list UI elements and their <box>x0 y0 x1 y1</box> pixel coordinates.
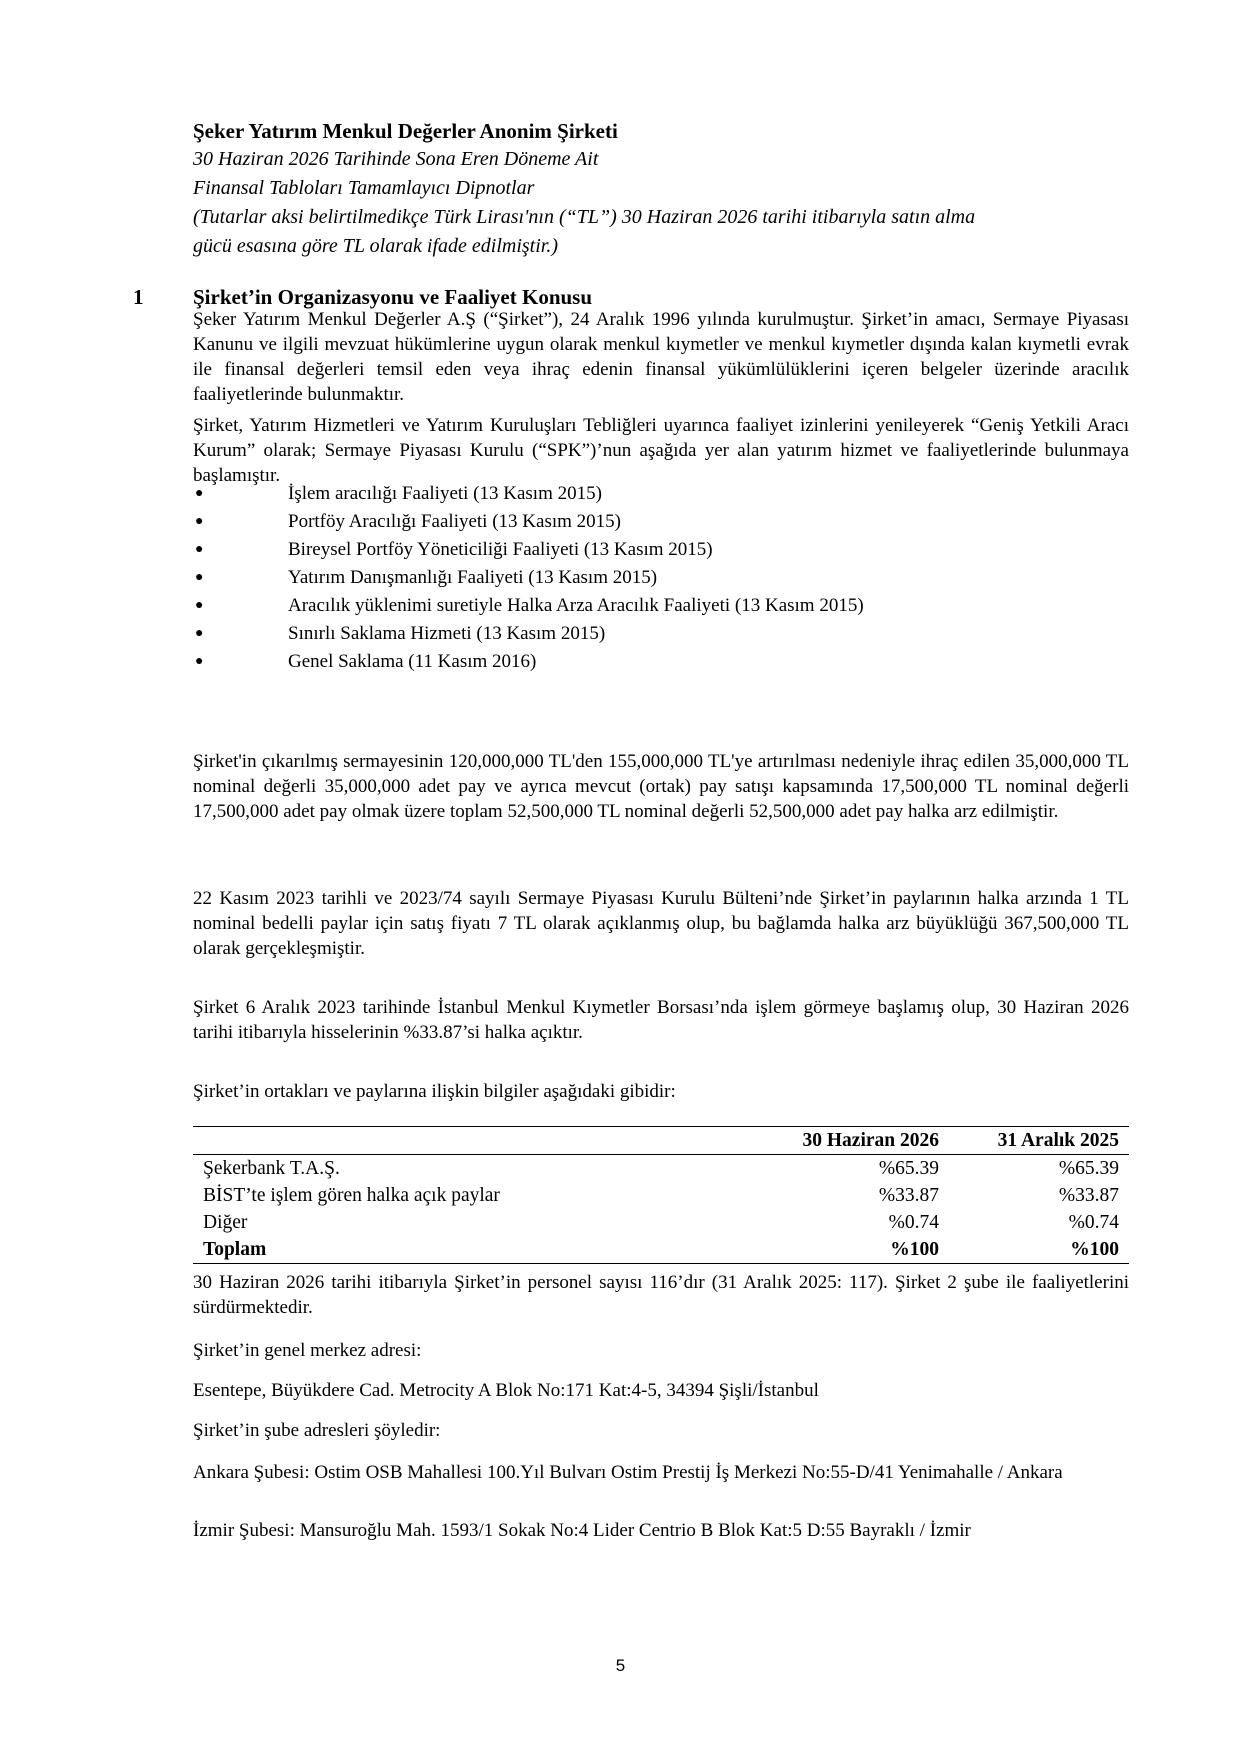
header-line-4: gücü esasına göre TL olarak ifade edilmiştir.) <box>193 235 558 257</box>
section-number: 1 <box>133 285 144 309</box>
table-row <box>193 1155 1129 1183</box>
bullet-icon: ● <box>195 570 204 585</box>
list-item: ● Bireysel Portföy Yöneticiliği Faaliyeti (13 Kasım 2015) <box>193 536 1129 564</box>
list-item: ● İşlem aracılığı Faaliyeti (13 Kasım 2015) <box>193 480 1129 508</box>
column-header-2025: 31 Aralık 2025 <box>949 1127 1129 1155</box>
share-2025: %0.74 <box>1068 1212 1119 1233</box>
document-header <box>193 118 1143 261</box>
header-line-1: 30 Haziran 2026 Tarihinde Sona Eren Döneme Ait <box>193 148 599 170</box>
bullet-icon: ● <box>195 542 204 557</box>
share-2025: %33.87 <box>1058 1185 1119 1206</box>
list-item: ● Genel Saklama (11 Kasım 2016) <box>193 648 1129 676</box>
table-header-empty <box>193 1127 759 1155</box>
list-item: ● Portföy Aracılığı Faaliyeti (13 Kasım 2015) <box>193 508 1129 536</box>
paragraph-shareholders-intro: Şirket’in ortakları ve paylarına ilişkin bilgiler aşağıdaki gibidir: <box>193 1081 676 1102</box>
total-label: Toplam <box>193 1236 759 1264</box>
paragraph-ipo-price: 22 Kasım 2023 tarihli ve 2023/74 sayılı Sermaye Piyasası Kurulu Bülteni’nde Şirket’in paylarının halka arzında 1 TL nominal bedelli paylar için satış fiyatı 7 TL olarak açıklanmış olup, bu bağlamda halka arz büyüklüğü 367,500,000 TL olarak gerçekleşmiştir. <box>193 888 1129 959</box>
total-2025: %100 <box>949 1236 1129 1264</box>
share-2026: %65.39 <box>878 1158 939 1179</box>
bullet-icon: ● <box>195 626 204 641</box>
table-header-row <box>193 1127 1129 1155</box>
shareholder-name: Diğer <box>203 1212 248 1233</box>
bullet-icon: ● <box>195 514 204 529</box>
header-line-3: (Tutarlar aksi belirtilmedikçe Türk Lirası'nın (“TL”) 30 Haziran 2026 tarihi itibarıyla satın alma <box>193 206 976 228</box>
activity-list <box>193 480 1129 676</box>
paragraph-company-purpose: Şeker Yatırım Menkul Değerler A.Ş (“Şirket”), 24 Aralık 1996 yılında kurulmuştur. Şirket’in amacı, Sermaye Piyasası Kanunu ve ilgili mevzuat hükümlerine uygun olarak menkul kıymetler ve menkul kıymetler dışında kalan kıymetli evrak ile finansal değerleri temsil eden veya ihraç edenin finansal yükümlülüklerini içeren belgeler üzerinde aracılık faaliyetlerinde bulunmaktır. <box>193 309 1129 405</box>
shareholder-name: BİST’te işlem gören halka açık paylar <box>203 1185 500 1206</box>
paragraph-licenses: Şirket, Yatırım Hizmetleri ve Yatırım Kuruluşları Tebliğleri uyarınca faaliyet izinlerini yenileyerek “Geniş Yetkili Aracı Kurum” olarak; Sermaye Piyasası Kurulu (“SPK”)’nun aşağıda yer alan yatırım hizmet ve faaliyetlerinde bulunmaya başlamıştır. <box>193 415 1129 486</box>
table-row <box>193 1209 1129 1236</box>
paragraph-izmir-branch: İzmir Şubesi: Mansuroğlu Mah. 1593/1 Sokak No:4 Lider Centrio B Blok Kat:5 D:55 Bayraklı / İzmir <box>193 1520 971 1541</box>
header-line-2: Finansal Tabloları Tamamlayıcı Dipnotlar <box>193 177 535 199</box>
shareholders-table <box>193 1126 1129 1264</box>
list-item: ● Aracılık yüklenimi suretiyle Halka Arza Aracılık Faaliyeti (13 Kasım 2015) <box>193 592 1129 620</box>
paragraph-hq-address: Esentepe, Büyükdere Cad. Metrocity A Blok No:171 Kat:4-5, 34394 Şişli/İstanbul <box>193 1380 819 1401</box>
total-2026: %100 <box>759 1236 949 1264</box>
share-2025: %65.39 <box>1058 1158 1119 1179</box>
paragraph-listing: Şirket 6 Aralık 2023 tarihinde İstanbul Menkul Kıymetler Borsası’nda işlem görmeye başlamış olup, 30 Haziran 2026 tarihi itibarıyla hisselerinin %33.87’si halka açıktır. <box>193 997 1129 1043</box>
bullet-icon: ● <box>195 486 204 501</box>
paragraph-personnel: 30 Haziran 2026 tarihi itibarıyla Şirket’in personel sayısı 116’dır (31 Aralık 2025: 117). Şirket 2 şube ile faaliyetlerini sürdürmektedir. <box>193 1272 1129 1318</box>
page-number: 5 <box>615 1656 626 1675</box>
paragraph-capital-increase: Şirket'in çıkarılmış sermayesinin 120,000,000 TL'den 155,000,000 TL'ye artırılması nedeniyle ihraç edilen 35,000,000 TL nominal değerli 35,000,000 adet pay ve ayrıca mevcut (ortak) pay satışı kapsamında 17,500,000 TL nominal değerli 17,500,000 adet pay olmak üzere toplam 52,500,000 TL nominal değerli 52,500,000 adet pay halka arz edilmiştir. <box>193 751 1129 822</box>
share-2026: %0.74 <box>888 1212 939 1233</box>
bullet-icon: ● <box>195 654 204 669</box>
shareholder-name: Şekerbank T.A.Ş. <box>203 1158 340 1179</box>
share-2026: %33.87 <box>878 1185 939 1206</box>
bullet-icon: ● <box>195 598 204 613</box>
table-row <box>193 1182 1129 1209</box>
column-header-2026: 30 Haziran 2026 <box>759 1127 949 1155</box>
list-item: ● Yatırım Danışmanlığı Faaliyeti (13 Kasım 2015) <box>193 564 1129 592</box>
paragraph-hq-intro: Şirket’in genel merkez adresi: <box>193 1340 422 1361</box>
paragraph-branches-intro: Şirket’in şube adresleri şöyledir: <box>193 1420 441 1441</box>
paragraph-ankara-branch: Ankara Şubesi: Ostim OSB Mahallesi 100.Yıl Bulvarı Ostim Prestij İş Merkezi No:55-D/41 Yenimahalle / Ankara <box>193 1462 1063 1483</box>
section-title: Şirket’in Organizasyonu ve Faaliyet Konusu <box>193 285 593 309</box>
list-item: ● Sınırlı Saklama Hizmeti (13 Kasım 2015) <box>193 620 1129 648</box>
table-total-row <box>193 1236 1129 1264</box>
company-name: Şeker Yatırım Menkul Değerler Anonim Şirketi <box>193 119 618 143</box>
